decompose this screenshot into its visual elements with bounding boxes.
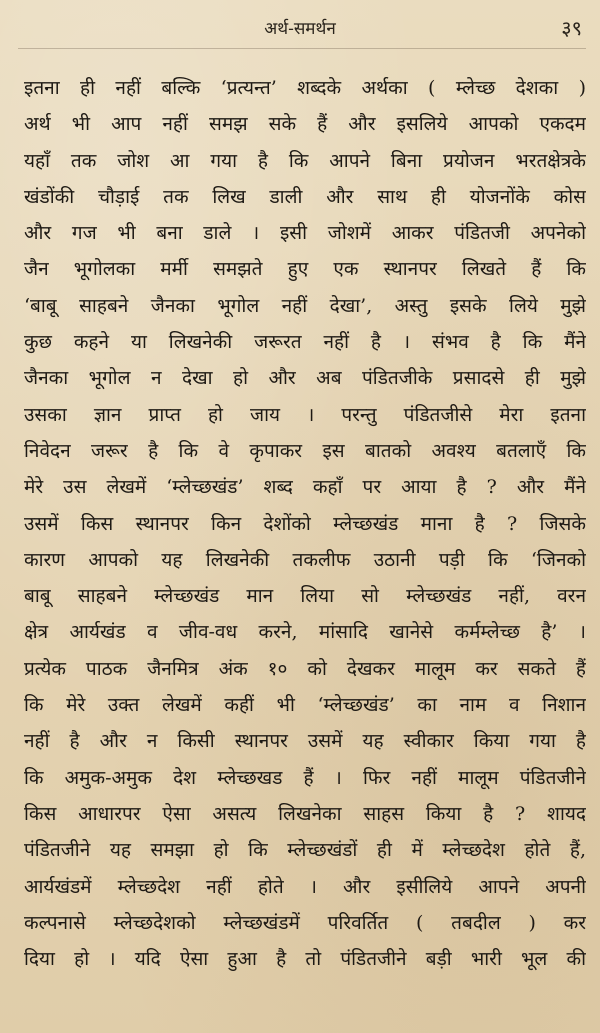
text-line-16: क्षेत्र आर्यखंड व जीव-वध करने, मांसादि खानेसे कर्मम्लेच्छ है’ । <box>24 621 586 644</box>
text-line-15: बाबू साहबने म्लेच्छखंड मान लिया सो म्लेच्छखंड नहीं, वरन <box>24 585 586 608</box>
text-line-2: अर्थ भी आप नहीं समझ सके हैं और इसलिये आपको एकदम <box>24 113 586 136</box>
running-head <box>0 12 600 52</box>
text-line-7: ‘बाबू साहबने जैनका भूगोल नहीं देखा’, अस्तु इसके लिये मुझे <box>24 294 586 317</box>
text-line-1: इतना ही नहीं बल्कि ‘प्रत्यन्त’ शब्दके अर्थका ( म्लेच्छ देशका ) <box>24 77 586 99</box>
text-line-6: जैन भूगोलका मर्मी समझते हुए एक स्थानपर लिखते हैं कि <box>24 258 586 281</box>
text-line-3: यहाँ तक जोश आ गया है कि आपने बिना प्रयोजन भरतक्षेत्रके <box>24 149 586 172</box>
text-line-10: उसका ज्ञान प्राप्त हो जाय । परन्तु पंडितजीसे मेरा इतना <box>24 403 586 426</box>
text-line-21: किस आधारपर ऐसा असत्य लिखनेका साहस किया है ? शायद <box>24 802 586 825</box>
text-line-4: खंडोंकी चौड़ाई तक लिख डाली और साथ ही योजनोंके कोस <box>24 185 586 208</box>
text-line-5: और गज भी बना डाले । इसी जोशमें आकर पंडितजी अपनेको <box>24 222 586 245</box>
header-rule <box>18 48 586 49</box>
text-line-12: मेरे उस लेखमें ‘म्लेच्छखंड’ शब्द कहाँ पर आया है ? और मैंने <box>24 476 586 499</box>
text-line-11: निवेदन जरूर है कि वे कृपाकर इस बातको अवश्य बतलाएँ कि <box>24 439 586 462</box>
text-line-17: प्रत्येक पाठक जैनमित्र अंक १० को देखकर मालूम कर सकते हैं <box>24 657 586 680</box>
running-head-title: अर्थ-समर्थन <box>264 19 336 39</box>
page-number: ३९ <box>561 16 582 40</box>
text-line-8: कुछ कहने या लिखनेकी जरूरत नहीं है । संभव है कि मैंने <box>24 331 586 354</box>
text-line-9: जैनका भूगोल न देखा हो और अब पंडितजीके प्रसादसे ही मुझे <box>24 367 586 390</box>
text-line-18: कि मेरे उक्त लेखमें कहीं भी ‘म्लेच्छखंड’ का नाम व निशान <box>24 694 586 717</box>
text-line-14: कारण आपको यह लिखनेकी तकलीफ उठानी पड़ी कि ‘जिनको <box>24 548 586 571</box>
text-line-24: कल्पनासे म्लेच्छदेशको म्लेच्छखंडमें परिवर्तित ( तबदील ) कर <box>24 911 586 934</box>
text-line-25: दिया हो । यदि ऐसा हुआ है तो पंडितजीने बड़ी भारी भूल की <box>24 948 586 971</box>
text-line-22: पंडितजीने यह समझा हो कि म्लेच्छखंडों ही में म्लेच्छदेश होते हैं, <box>24 839 586 862</box>
text-line-23: आर्यखंडमें म्लेच्छदेश नहीं होते । और इसीलिये आपने अपनी <box>24 875 586 898</box>
text-line-19: नहीं है और न किसी स्थानपर उसमें यह स्वीकार किया गया है <box>24 730 586 753</box>
text-line-20: कि अमुक-अमुक देश म्लेच्छखड हैं । फिर नहीं मालूम पंडितजीने <box>24 766 586 789</box>
body-text <box>24 70 586 977</box>
text-line-13: उसमें किस स्थानपर किन देशोंको म्लेच्छखंड माना है ? जिसके <box>24 512 586 535</box>
